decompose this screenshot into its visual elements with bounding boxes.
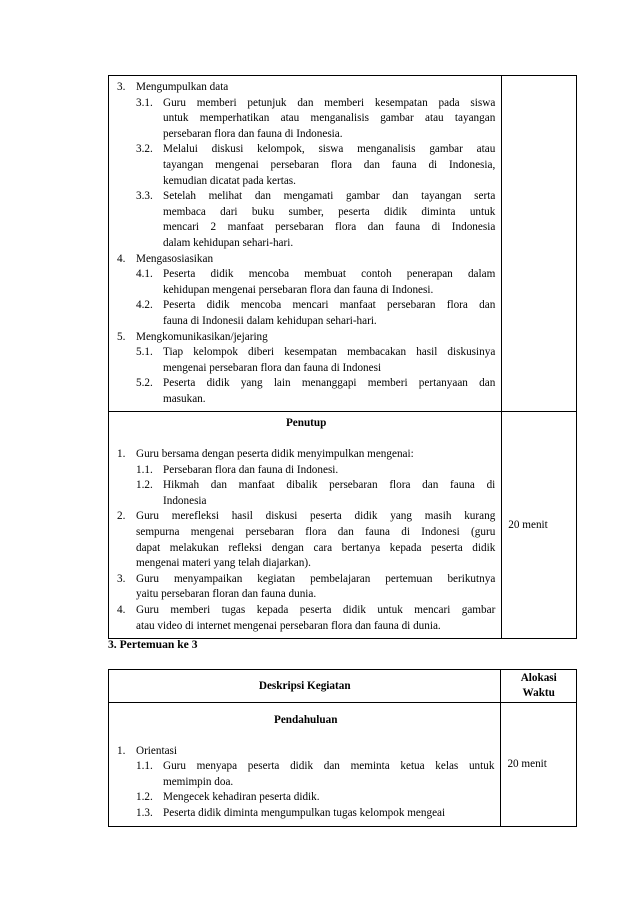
list-item-line [117,541,495,557]
list-item-line [117,361,495,377]
list-item-line [117,525,495,541]
activity-table-2 [108,669,577,827]
list-item-text: yaitu persebaran floran dan fauna dunia. [136,588,317,601]
list-item-text: Peserta didik yang lain menanggapi memberi pertanyaan dan [163,377,496,390]
list-item-line [117,189,495,205]
list-item-line [117,376,495,392]
list-number: 5.1. [136,346,153,359]
header-time [501,670,577,703]
list-item-line [117,619,495,635]
column-header: Waktu [522,687,555,699]
list-item-text: Guru menyampaikan kegiatan pembelajaran pertemuan berikutnya [136,572,496,585]
list-item-text: kehidupan mengenai persebaran flora dan fauna di Indonesi. [163,283,434,296]
list-item-line [117,790,494,806]
list-item-text: memimpin doa. [163,775,234,788]
list-number: 5. [117,330,126,343]
list-item-line [117,494,495,510]
list-item-text: dalam kehidupan sehari-hari. [163,236,294,249]
list-item-line [117,447,495,463]
list-item-line [117,806,494,822]
list-item-text: Melalui diskusi kelompok, siswa menganalisis gambar atau [163,143,496,156]
list-item-text: Guru merefleksi hasil diskusi peserta didik yang masih kurang [136,510,496,523]
list-item-line [117,759,494,775]
list-number: 2. [117,510,126,523]
list-item-text: membaca dari buku sumber, peserta didik diminta untuk [163,205,496,218]
list-item-text: fauna di Indonesii dalam kehidupan sehari-hari. [163,314,377,327]
list-number: 1.2. [136,791,153,804]
list-item-line [117,556,495,572]
time-cell [502,412,577,639]
section-heading: Pendahuluan [274,714,338,726]
section-heading: Penutup [285,417,327,430]
list-item-line [117,205,495,221]
list-number: 3. [117,572,126,585]
list-item-text: Peserta didik mencoba membuat contoh penerapan dalam [163,268,496,281]
list-item-line [117,158,495,174]
list-item-label: Mengasosiasikan [136,252,214,265]
list-item-text: Guru menyapa peserta didik dan meminta ketua kelas untuk [163,760,495,773]
list-item-line [117,142,495,158]
list-item-text: Tiap kelompok diberi kesempatan membacakan hasil diskusinya [163,346,496,359]
list-item-line [117,572,495,588]
activity-cell [109,76,502,412]
activity-cell [109,703,501,827]
list-item-line [117,314,495,330]
activity-cell [109,412,502,639]
list-number: 4. [117,604,126,616]
list-number: 5.2. [136,377,153,390]
list-item-text: mengenai persebaran flora dan fauna di Indonesi [163,361,382,374]
list-item-text: Peserta didik mencoba mencari manfaat persebaran flora dan [163,299,496,312]
list-number: 1. [117,448,126,461]
list-item [117,80,495,96]
time-allocation: 20 menit [507,758,547,771]
list-item-text: mengenai materi yang telah diajarkan). [136,557,311,570]
list-item-text: Guru memberi tugas kepada peserta didik untuk mencari gambar [136,604,496,616]
list-item-line [117,478,495,494]
list-item-text: atau video di internet mengenai persebaran flora dan fauna di dunia. [136,619,441,632]
table-header-row [109,670,577,703]
time-cell [501,703,577,827]
list-item-label: Mengkomunikasikan/jejaring [136,330,268,343]
list-item-line [117,236,495,252]
list-item-line [117,267,495,283]
list-item-line [117,603,495,619]
list-item-line [117,509,495,525]
list-item-text: tayangan mengenai persebaran flora dan fauna di Indonesia, [163,158,496,171]
list-item-text: dapat melakukan refleksi dengan cara bertanya kepada peserta didik [136,541,496,554]
list-item-line [117,127,495,143]
list-number: 3.3. [136,190,153,203]
list-item-text: sempurna mengenai persebaran flora dan fauna di Indonesi (guru [136,526,496,539]
header-description [109,670,501,703]
table-row [109,703,577,827]
list-item-text: Guru memberi petunjuk dan memberi kesempatan pada siswa [163,96,496,109]
list-number: 3.1. [136,96,153,109]
list-number: 1.2. [136,479,153,492]
table-row [109,76,577,412]
list-item-text: Indonesia [163,494,207,507]
list-item-text: mencari 2 manfaat persebaran flora dan fauna di Indonesia [163,221,496,234]
list-item-text: untuk memperhatikan atau menganalisis gambar atau tayangan [163,112,496,125]
list-item-label: Orientasi [136,744,178,757]
column-header: Alokasi [520,672,557,684]
list-item-text: masukan. [163,392,206,405]
list-item-line [117,298,495,314]
list-item-line [117,111,495,127]
list-number: 4.1. [136,268,153,281]
list-item-line [117,283,495,299]
list-item-line [117,775,494,791]
list-item-text: Guru bersama dengan peserta didik menyimpulkan mengenai: [136,448,414,461]
column-header: Deskripsi Kegiatan [258,680,351,692]
list-item [117,330,495,346]
list-item-text: Peserta didik diminta mengumpulkan tugas kelompok mengeai [163,806,446,819]
list-item-line [117,96,495,112]
section-title: 3. Pertemuan ke 3 [108,638,198,651]
list-item-line [117,220,495,236]
list-number: 1.1. [136,760,153,773]
list-number: 1.3. [136,806,153,819]
list-number: 4.2. [136,299,153,312]
list-item-text: kemudian dicatat pada kertas. [163,174,296,187]
time-cell [502,76,577,412]
time-allocation: 20 menit [508,519,548,532]
list-number: 1. [117,744,126,757]
list-item-line [117,463,495,479]
list-item-label: Mengumpulkan data [136,81,229,93]
table-row [109,412,577,639]
list-item-line [117,587,495,603]
list-item-text: Hikmah dan manfaat dibalik persebaran flora dan fauna di [163,479,496,492]
activity-table-1 [108,75,577,639]
list-item-line [117,174,495,190]
list-item-text: Setelah melihat dan mengamati gambar dan tayangan serta [163,190,496,203]
list-number: 3.2. [136,143,153,156]
list-item-text: persebaran flora dan fauna di Indonesia. [163,127,343,140]
list-number: 4. [117,252,126,265]
list-item-text: Persebaran flora dan fauna di Indonesi. [163,463,339,476]
list-item [117,252,495,268]
list-item-text: Mengecek kehadiran peserta didik. [163,791,320,804]
list-item-line [117,345,495,361]
list-number: 3. [117,81,126,93]
list-item-line [117,392,495,408]
list-number: 1.1. [136,463,153,476]
